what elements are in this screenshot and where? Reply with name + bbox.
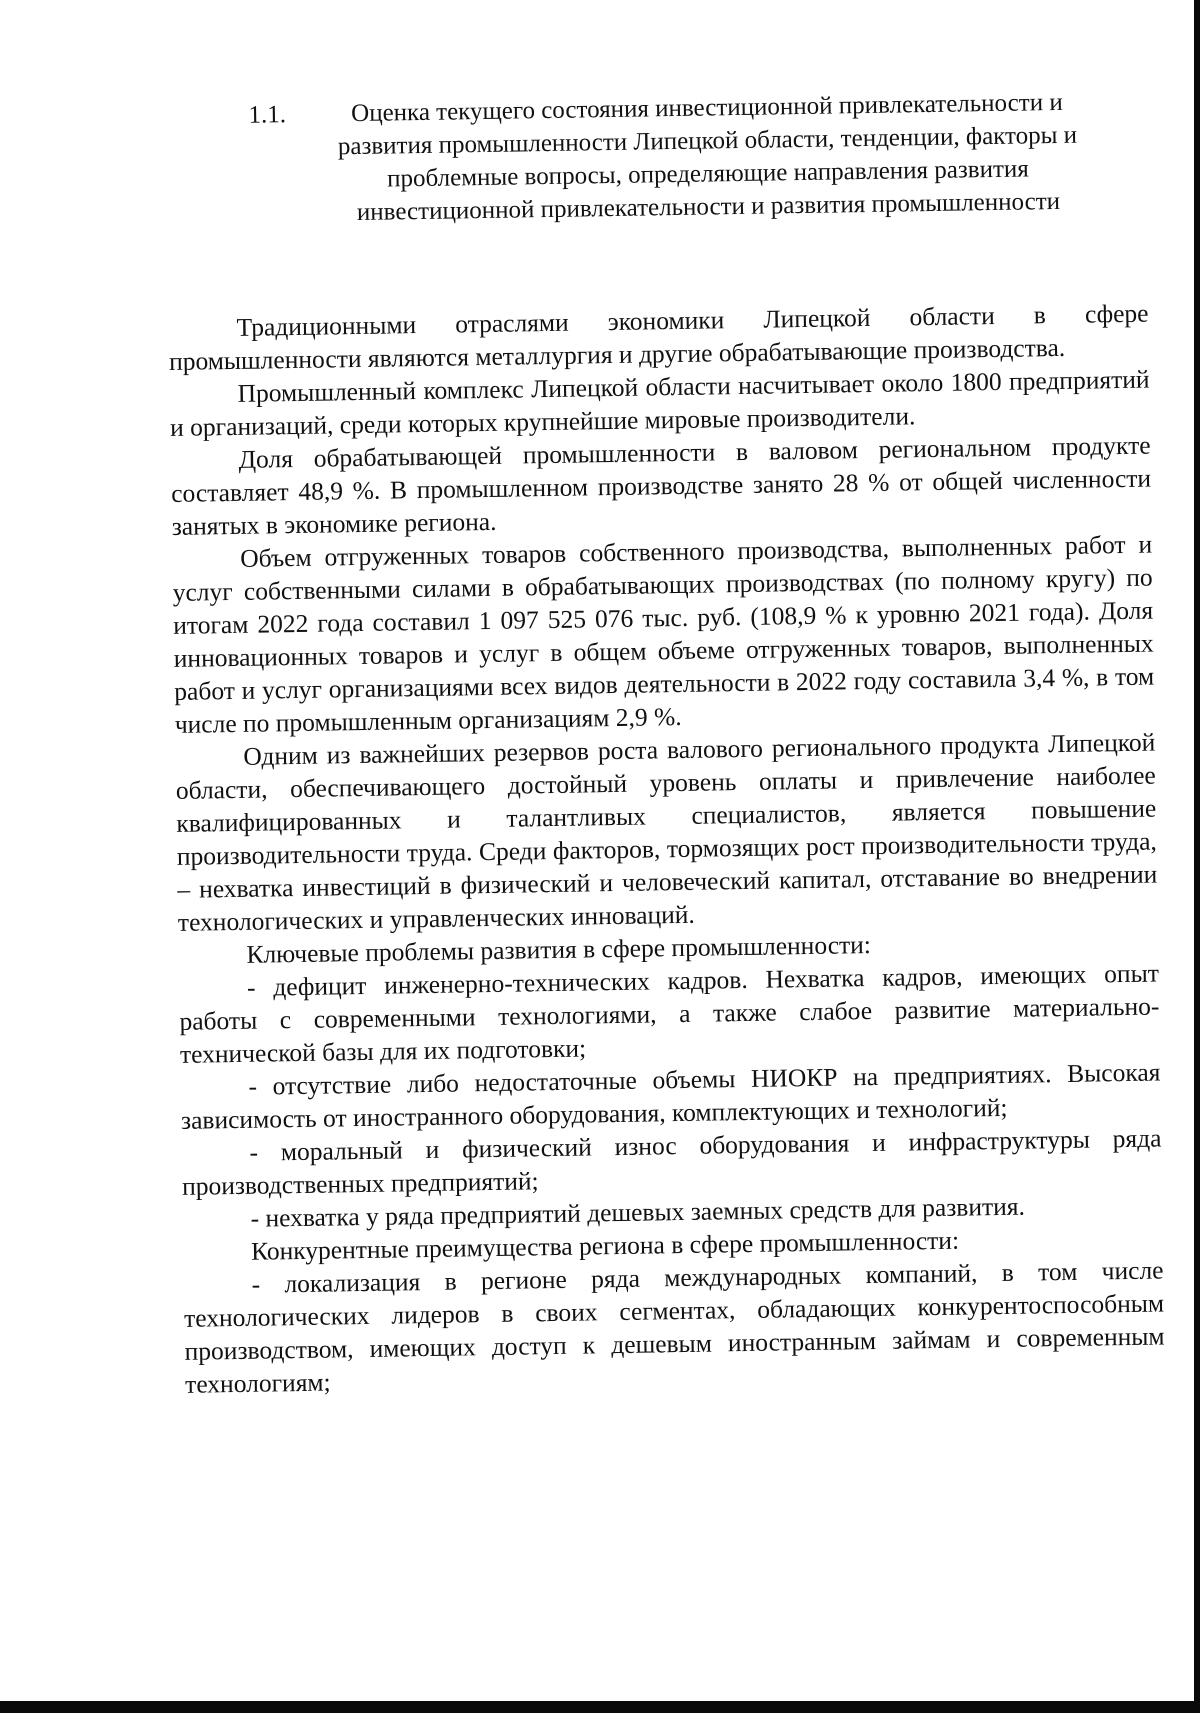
paragraph: Объем отгруженных товаров собственного производства, выполненных работ и услуг собственными силами в обрабатывающих производствах (по полному кругу) по итогам 2022 года составил 1 097 525 076 тыс. руб. (108,9 % к уровню 2021 года). Доля инновационных товаров и услуг в общем объеме отгруженных товаров, выполненных работ и услуг организациями всех видов деятельности в 2022 году составила 3,4 %, в том числе по промышленным организациям 2,9 %.: [172, 529, 1155, 739]
paragraph: Промышленный комплекс Липецкой области насчитывает около 1800 предприятий и организаций, среди которых крупнейшие мировые производители.: [169, 364, 1150, 442]
section-title: Оценка текущего состояния инвестиционной привлекательности и развития промышленности Липецкой области, тенденции, факторы и проблемные вопросы, определяющие направления развития инвестиционной привлекательности и развития промышленности: [337, 88, 1078, 226]
list-item: - моральный и физический износ оборудования и инфраструктуры ряда производственных предприятий;: [181, 1123, 1162, 1201]
list-item: - нехватка у ряда предприятий дешевых заемных средств для развития.: [250, 1191, 1026, 1233]
list-item: - дефицит инженерно-технических кадров. Нехватка кадров, имеющих опыт работы с современными технологиями, а также слабое развитие материально-технической базы для их подготовки;: [179, 958, 1160, 1069]
section-heading: [205, 85, 1147, 232]
paragraph: Доля обрабатывающей промышленности в валовом региональном продукте составляет 48,9 %. В промышленном производстве занято 28 % от общей численности занятых в экономике региона.: [170, 430, 1152, 541]
paragraph: Традиционными отраслями экономики Липецкой области в сфере промышленности являются металлургия и другие обрабатывающие производства.: [168, 298, 1149, 376]
section-number: 1.1.: [248, 101, 287, 129]
list-item: - отсутствие либо недостаточные объемы НИОКР на предприятиях. Высокая зависимость от иностранного оборудования, комплектующих и технологий;: [180, 1057, 1161, 1135]
paragraph: Одним из важнейших резервов роста валового регионального продукта Липецкой области, обеспечивающего достойный уровень оплаты и привлечение наиболее квалифицированных и талантливых специалистов, является повышение производительности труда. Среди факторов, тормозящих рост производительности труда, – нехватка инвестиций в физический и человеческий капитал, отставание во внедрении технологических и управленческих инноваций.: [175, 727, 1158, 937]
document-body: [168, 297, 1165, 1401]
scan-edge-right: [1194, 0, 1200, 1713]
paragraph: Конкурентные преимущества региона в сфере промышленности:: [250, 1225, 960, 1266]
document-content: [165, 85, 1165, 1401]
list-item: - локализация в регионе ряда международных компаний, в том числе технологических лидеров в своих сегментах, обладающих конкурентоспособным производством, имеющих доступ к дешевым иностранным займам и современным технологиям;: [183, 1255, 1165, 1399]
paragraph: Ключевые проблемы развития в сфере промышленности:: [246, 930, 872, 969]
scan-edge-bottom: [0, 1701, 1200, 1713]
